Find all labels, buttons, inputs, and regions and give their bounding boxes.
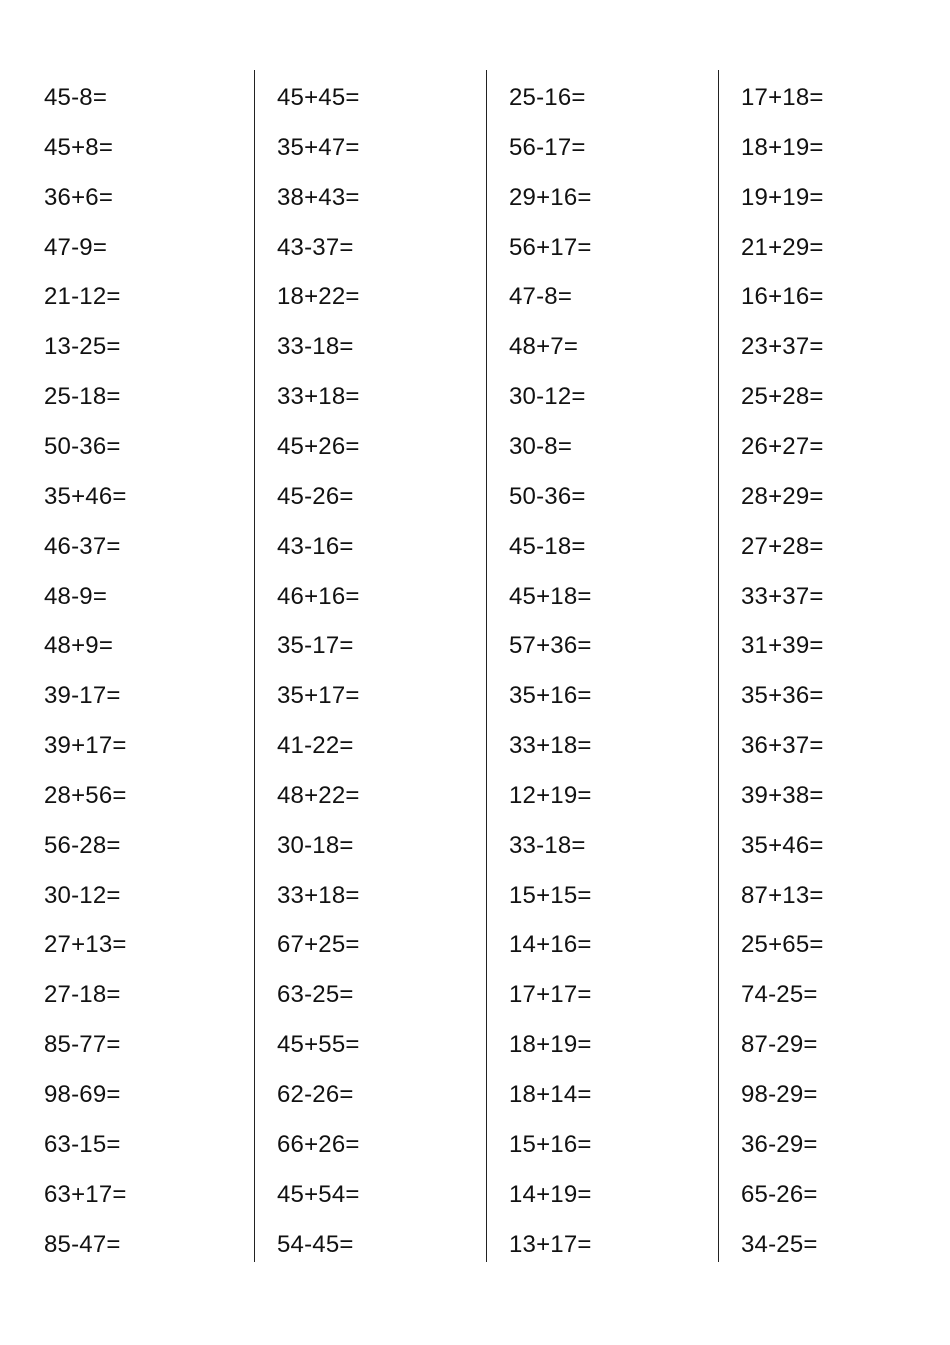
math-problem: 48-9= xyxy=(44,582,108,610)
math-problem: 14+19= xyxy=(509,1180,592,1208)
math-problem: 47-9= xyxy=(44,233,108,261)
math-problem: 41-22= xyxy=(277,732,354,760)
math-problem: 17+17= xyxy=(509,981,592,1009)
math-problem: 25+28= xyxy=(741,383,824,411)
math-problem: 35+46= xyxy=(44,482,127,510)
math-problem: 31+39= xyxy=(741,632,824,660)
math-problem: 63-15= xyxy=(44,1130,121,1158)
math-problem: 19+19= xyxy=(741,183,824,211)
math-problem: 35+17= xyxy=(277,682,360,710)
math-problem: 27+13= xyxy=(44,931,127,959)
math-problem: 35+36= xyxy=(741,682,824,710)
math-problem: 48+22= xyxy=(277,781,360,809)
math-problem: 50-36= xyxy=(509,482,586,510)
math-problem: 87+13= xyxy=(741,881,824,909)
math-problem: 30-12= xyxy=(509,383,586,411)
math-problem: 30-18= xyxy=(277,831,354,859)
math-problem: 45+18= xyxy=(509,582,592,610)
math-problem: 54-45= xyxy=(277,1230,354,1258)
math-problem: 26+27= xyxy=(741,432,824,460)
math-problem: 85-47= xyxy=(44,1230,121,1258)
math-problem: 50-36= xyxy=(44,432,121,460)
math-problem: 18+19= xyxy=(509,1031,592,1059)
math-problem: 18+14= xyxy=(509,1081,592,1108)
math-problem: 29+16= xyxy=(509,183,592,211)
math-problem: 74-25= xyxy=(741,981,818,1009)
math-problem: 62-26= xyxy=(277,1081,354,1108)
math-problem: 25+65= xyxy=(741,931,824,959)
math-problem: 33-18= xyxy=(509,831,586,859)
problem-column-1 xyxy=(22,70,254,1262)
math-problem: 27+28= xyxy=(741,532,824,560)
math-problem: 28+29= xyxy=(741,482,824,510)
math-problem: 56-28= xyxy=(44,831,121,859)
math-problem: 45-18= xyxy=(509,532,586,560)
math-problem: 56-17= xyxy=(509,133,586,161)
math-problem: 33-18= xyxy=(277,333,354,361)
math-problem: 13-25= xyxy=(44,333,121,361)
math-problem: 39-17= xyxy=(44,682,121,710)
math-problem: 33+18= xyxy=(277,383,360,411)
math-problem: 63-25= xyxy=(277,981,354,1009)
math-problem: 46+16= xyxy=(277,582,360,610)
math-problem: 66+26= xyxy=(277,1130,360,1158)
math-problem: 35+47= xyxy=(277,133,360,161)
problem-column-4 xyxy=(718,70,950,1262)
math-problem: 14+16= xyxy=(509,931,592,959)
math-problem: 45+55= xyxy=(277,1031,360,1059)
math-problem: 33+18= xyxy=(277,881,360,909)
math-problem: 17+18= xyxy=(741,84,824,111)
math-problem: 63+17= xyxy=(44,1180,127,1208)
math-problem: 36+6= xyxy=(44,183,114,211)
math-problem: 34-25= xyxy=(741,1230,818,1258)
math-problem: 30-8= xyxy=(509,432,573,460)
math-problem: 56+17= xyxy=(509,233,592,261)
math-problem: 35-17= xyxy=(277,632,354,660)
math-problem: 18+19= xyxy=(741,133,824,161)
math-problem: 47-8= xyxy=(509,283,573,311)
math-problem: 67+25= xyxy=(277,931,360,959)
math-problem: 36-29= xyxy=(741,1130,818,1158)
math-problem: 45-26= xyxy=(277,482,354,510)
math-problem: 57+36= xyxy=(509,632,592,660)
worksheet xyxy=(22,70,950,1262)
math-problem: 27-18= xyxy=(44,981,121,1009)
math-problem: 35+46= xyxy=(741,831,824,859)
math-problem: 33+37= xyxy=(741,582,824,610)
math-problem: 18+22= xyxy=(277,283,360,311)
math-problem: 39+17= xyxy=(44,732,127,760)
math-problem: 45+8= xyxy=(44,133,114,161)
math-problem: 30-12= xyxy=(44,881,121,909)
math-problem: 21+29= xyxy=(741,233,824,261)
problem-column-3 xyxy=(486,70,719,1262)
math-problem: 39+38= xyxy=(741,781,824,809)
math-problem: 48+9= xyxy=(44,632,114,660)
math-problem: 38+43= xyxy=(277,183,360,211)
math-problem: 23+37= xyxy=(741,333,824,361)
math-problem: 43-37= xyxy=(277,233,354,261)
math-problem: 48+7= xyxy=(509,333,579,361)
math-problem: 15+15= xyxy=(509,881,592,909)
math-problem: 65-26= xyxy=(741,1180,818,1208)
math-problem: 85-77= xyxy=(44,1031,121,1059)
math-problem: 36+37= xyxy=(741,732,824,760)
math-problem: 28+56= xyxy=(44,781,127,809)
math-problem: 45+26= xyxy=(277,432,360,460)
math-problem: 33+18= xyxy=(509,732,592,760)
problem-column-2 xyxy=(254,70,487,1262)
math-problem: 13+17= xyxy=(509,1230,592,1258)
math-problem: 21-12= xyxy=(44,283,121,311)
math-problem: 25-18= xyxy=(44,383,121,411)
math-problem: 25-16= xyxy=(509,84,586,111)
math-problem: 15+16= xyxy=(509,1130,592,1158)
math-problem: 35+16= xyxy=(509,682,592,710)
math-problem: 45+54= xyxy=(277,1180,360,1208)
math-problem: 12+19= xyxy=(509,781,592,809)
math-problem: 98-29= xyxy=(741,1081,818,1108)
math-problem: 43-16= xyxy=(277,532,354,560)
math-problem: 87-29= xyxy=(741,1031,818,1059)
math-problem: 46-37= xyxy=(44,532,121,560)
math-problem: 16+16= xyxy=(741,283,824,311)
math-problem: 98-69= xyxy=(44,1081,121,1108)
math-problem: 45+45= xyxy=(277,84,360,111)
math-problem: 45-8= xyxy=(44,84,108,111)
